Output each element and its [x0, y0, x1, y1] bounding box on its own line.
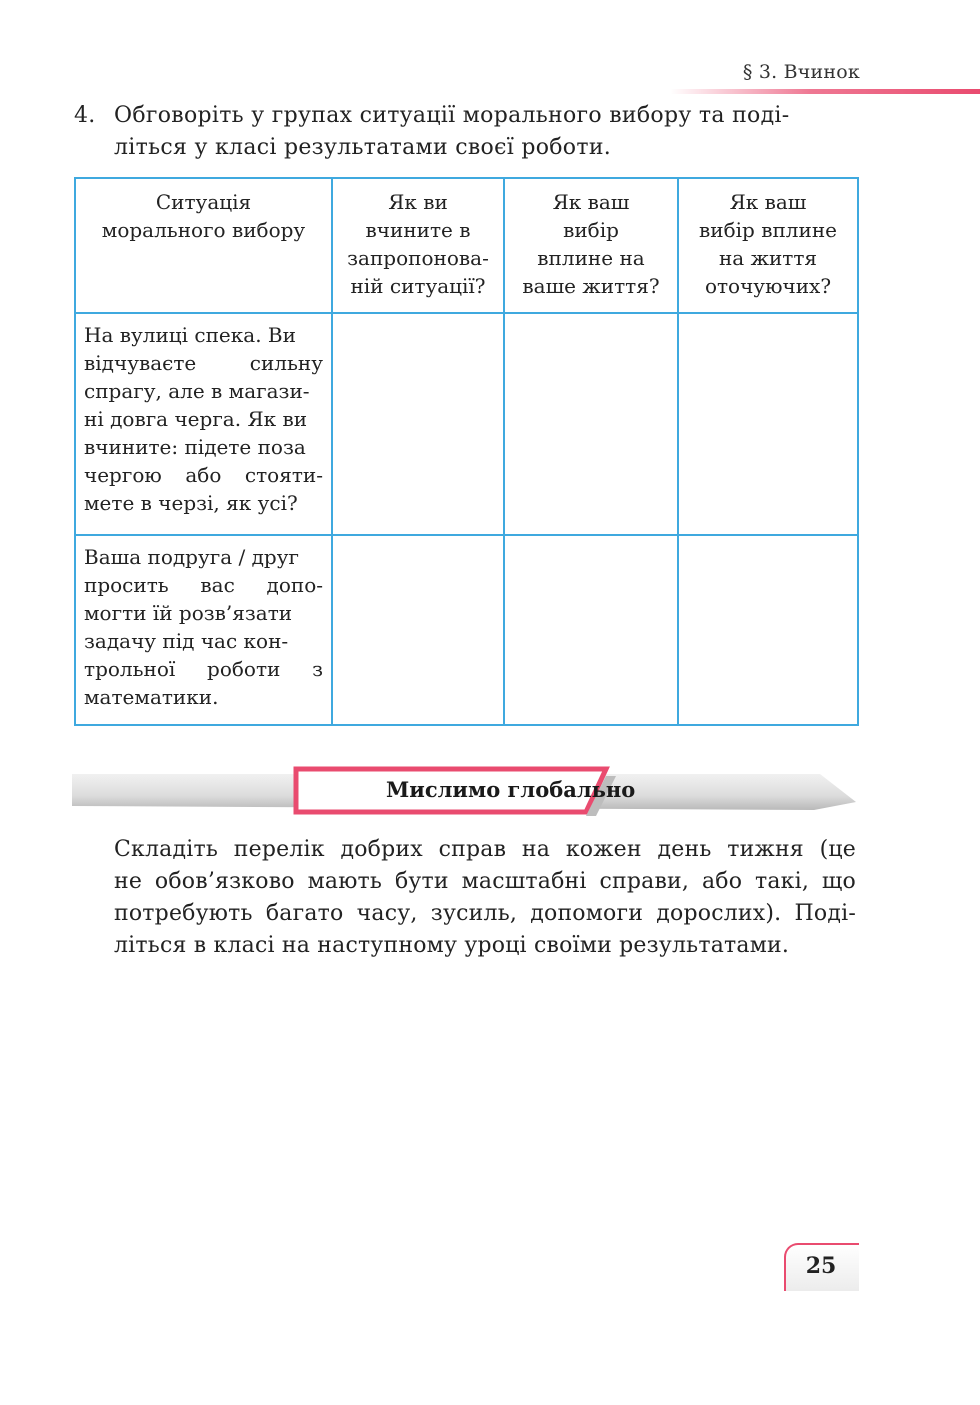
- situation-line: вчините: підете поза: [84, 435, 306, 459]
- running-head-rule: [670, 89, 980, 94]
- header-line: запропонова-: [347, 246, 489, 270]
- situation-cell: [75, 535, 332, 725]
- header-line: ваше життя?: [522, 274, 660, 298]
- task-4: [74, 100, 856, 164]
- header-your-action: [332, 178, 504, 313]
- table-row: [75, 313, 858, 535]
- header-line: Ситуація: [155, 190, 252, 214]
- situation-line: могти їй розв’язати: [84, 601, 293, 625]
- paragraph-line: потребують багато часу, зусиль, допомоги дорослих). Поді-: [114, 901, 856, 926]
- header-line: Як ви: [388, 190, 448, 214]
- task-number: 4.: [74, 103, 96, 128]
- page-number-tab: [784, 1243, 859, 1291]
- header-line: на життя: [718, 246, 818, 270]
- header-line: морального вибору: [101, 218, 306, 242]
- assignment-paragraph: [114, 834, 856, 962]
- situation-line: мете в черзі, як усі?: [84, 491, 298, 515]
- header-effect-on-others: [678, 178, 858, 313]
- header-line: вибір: [563, 218, 619, 242]
- table-row: [75, 535, 858, 725]
- situation-line: відчуваєте сильну: [84, 351, 323, 375]
- situation-line: чергою або стояти-: [84, 463, 323, 487]
- empty-answer-cell[interactable]: [504, 535, 678, 725]
- situation-line: математики.: [84, 685, 219, 709]
- page-number: 25: [805, 1253, 837, 1279]
- header-line: вибір вплине: [699, 218, 837, 242]
- situation-line: ні довга черга. Як ви: [84, 407, 308, 431]
- header-line: вплине на: [537, 246, 645, 270]
- header-line: ній ситуації?: [350, 274, 486, 298]
- task-text-line-2: літься у класі результатами своєї роботи.: [114, 135, 612, 160]
- running-head: [0, 0, 980, 100]
- section-title: Мислимо глобально: [386, 777, 636, 802]
- situation-line: спрагу, але в магази-: [84, 379, 310, 403]
- header-line: Як ваш: [552, 190, 630, 214]
- situation-line: Ваша подруга / друг: [84, 545, 299, 569]
- header-line: Як ваш: [729, 190, 807, 214]
- paragraph-line: Складіть перелік добрих справ на кожен день тижня (це: [114, 837, 856, 862]
- header-effect-on-your-life: [504, 178, 678, 313]
- empty-answer-cell[interactable]: [678, 313, 858, 535]
- situation-line: просить вас допо-: [84, 573, 323, 597]
- header-line: оточуючих?: [704, 274, 832, 298]
- paragraph-line: літься в класі на наступному уроці своїми результатами.: [114, 933, 790, 958]
- situation-line: трольної роботи з: [84, 657, 323, 681]
- table-header-row: [75, 178, 858, 313]
- task-text-line-1: Обговоріть у групах ситуації морального вибору та поді-: [114, 103, 790, 128]
- paragraph-line: не обов’язково мають бути масштабні справи, або такі, що: [114, 869, 856, 894]
- empty-answer-cell[interactable]: [332, 535, 504, 725]
- running-head-title: § 3. Вчинок: [742, 61, 860, 83]
- moral-choice-table: [74, 177, 859, 726]
- situation-line: На вулиці спека. Ви: [84, 323, 296, 347]
- section-banner: [72, 766, 856, 816]
- header-situation: [75, 178, 332, 313]
- header-line: вчините в: [365, 218, 471, 242]
- empty-answer-cell[interactable]: [678, 535, 858, 725]
- situation-cell: [75, 313, 332, 535]
- empty-answer-cell[interactable]: [332, 313, 504, 535]
- situation-line: задачу під час кон-: [84, 629, 289, 653]
- empty-answer-cell[interactable]: [504, 313, 678, 535]
